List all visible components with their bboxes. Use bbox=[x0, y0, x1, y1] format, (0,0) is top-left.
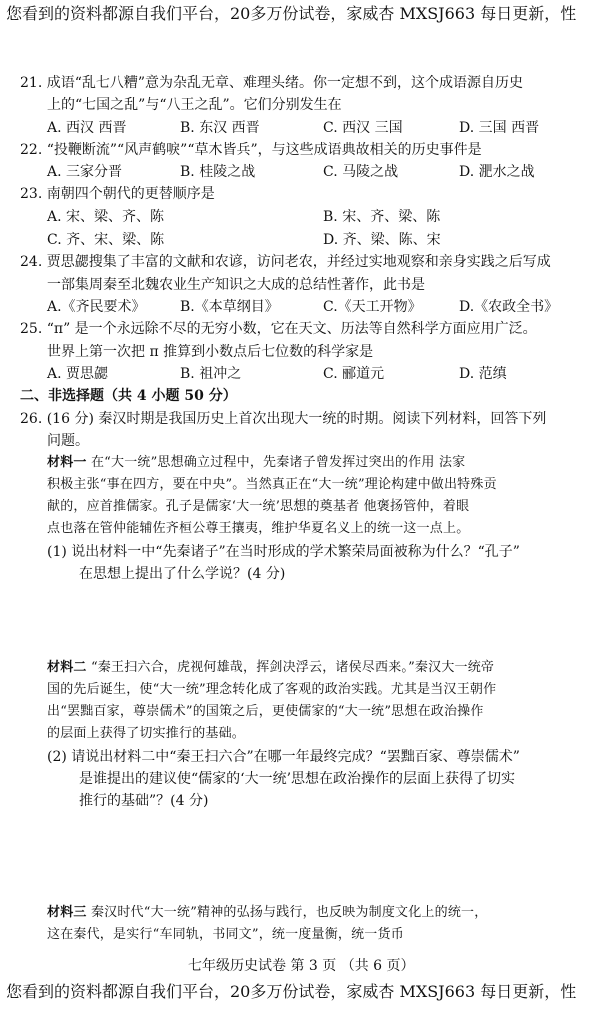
material1-line4: 点也落在管仲能辅佐齐桓公尊王攘夷，维护华夏名义上的统一这一点上。 bbox=[47, 521, 470, 536]
q25-option-c: C. 郦道元 bbox=[323, 366, 385, 382]
answer-space-2 bbox=[47, 815, 597, 895]
material2-line4: 的层面上获得了切实推行的基础。 bbox=[47, 726, 246, 741]
q25-option-b: B. 祖冲之 bbox=[180, 366, 242, 382]
q26-stem-line1: 26. (16 分) 秦汉时期是我国历史上首次出现大一统的时期。阅读下列材料，回答下列 bbox=[20, 411, 547, 427]
q24-option-c: C.《天工开物》 bbox=[323, 299, 422, 315]
material1-line2: 积极主张“事在四方，要在中央”。当然真正在“大一统”理论构建中做出特殊贡 bbox=[47, 477, 497, 492]
material2-text1: “秦王扫六合，虎视何雄哉，挥剑决浮云，诸侯尽西来。”秦汉大一统帝 bbox=[86, 660, 495, 675]
material3-line1 bbox=[47, 904, 487, 922]
q23-option-c: C. 齐、宋、梁、陈 bbox=[47, 232, 165, 248]
q22-stem: 22. “投鞭断流”“风声鹤唳”“草木皆兵”，与这些成语典故相关的历史事件是 bbox=[20, 142, 482, 158]
material2-line3: 出“罢黜百家，尊崇儒术”的国策之后，更使儒家的“大一统”思想在政治操作 bbox=[47, 704, 484, 719]
material3-line2: 这在秦代，是实行“车同轨，书同文”，统一度量衡，统一货币 bbox=[47, 927, 404, 942]
q26-stem-line2: 问题。 bbox=[47, 433, 89, 449]
q23-stem: 23. 南朝四个朝代的更替顺序是 bbox=[20, 186, 215, 202]
q24-stem-line1: 24. 贾思勰搜集了丰富的文献和农谚，访问老农，并经过实地观察和亲身实践之后写成 bbox=[20, 254, 551, 270]
material3-text1: 秦汉时代“大一统”精神的弘扬与践行，也反映为制度文化上的统一， bbox=[86, 905, 488, 920]
q23-option-a: A. 宋、梁、齐、陈 bbox=[47, 209, 165, 225]
q22-option-d: D. 淝水之战 bbox=[459, 164, 535, 180]
material2-line1 bbox=[47, 659, 494, 677]
sub-question1-line2: 在思想上提出了什么学说？(4 分) bbox=[79, 566, 286, 582]
q24-stem-line2: 一部集周秦至北魏农业生产知识之大成的总结性著作，此书是 bbox=[47, 277, 425, 293]
material3-label: 材料三 bbox=[47, 905, 87, 920]
top-banner: 您看到的资料都源自我们平台，20多万份试卷，家威杏 MXSJ663 每日更新，性 bbox=[6, 4, 577, 23]
q25-stem-line1: 25. “π” 是一个永远除不尽的无穷小数，它在天文、历法等自然科学方面应用广泛。 bbox=[20, 321, 537, 337]
q22-option-c: C. 马陵之战 bbox=[323, 164, 399, 180]
q22-option-a: A. 三家分晋 bbox=[47, 164, 123, 180]
q21-option-c: C. 西汉 三国 bbox=[323, 120, 403, 136]
sub-question2-line1: (2) 请说出材料二中“秦王扫六合”在哪一年最终完成？“罢黜百家、尊崇儒术” bbox=[47, 749, 520, 765]
material1-text1: 在“大一统”思想确立过程中，先秦诸子曾发挥过突出的作用 法家 bbox=[86, 455, 466, 470]
q22-option-b: B. 桂陵之战 bbox=[180, 164, 256, 180]
q21-option-d: D. 三国 西晋 bbox=[459, 120, 540, 136]
sub-question1-line1: (1) 说出材料一中“先秦诸子”在当时形成的学术繁荣局面被称为什么？“孔子” bbox=[47, 544, 520, 560]
material2-label: 材料二 bbox=[47, 660, 87, 675]
material1-line1 bbox=[47, 454, 465, 472]
q25-option-a: A. 贾思勰 bbox=[47, 366, 109, 382]
material2-line2: 国的先后诞生，使“大一统”理念转化成了客观的政治实践。尤其是当汉王朝作 bbox=[47, 682, 497, 697]
q21-option-b: B. 东汉 西晋 bbox=[180, 120, 260, 136]
q25-option-d: D. 范缜 bbox=[459, 366, 507, 382]
section-heading: 二、非选择题（共 4 小题 50 分） bbox=[20, 388, 237, 404]
q25-stem-line2: 世界上第一次把 π 推算到小数点后七位数的科学家是 bbox=[47, 344, 374, 360]
q23-option-d: D. 齐、梁、陈、宋 bbox=[323, 232, 441, 248]
q23-option-b: B. 宋、齐、梁、陈 bbox=[323, 209, 441, 225]
q24-option-a: A.《齐民要术》 bbox=[47, 299, 146, 315]
bottom-banner: 您看到的资料都源自我们平台，20多万份试卷，家威杏 MXSJ663 每日更新，性 bbox=[6, 982, 577, 1001]
page-footer: 七年级历史试卷 第 3 页 （共 6 页） bbox=[188, 958, 415, 974]
q21-stem-line1: 21. 成语“乱七八糟”意为杂乱无章、难理头绪。你一定想不到，这个成语源自历史 bbox=[20, 75, 524, 91]
q24-option-d: D.《农政全书》 bbox=[459, 299, 559, 315]
q21-option-a: A. 西汉 西晋 bbox=[47, 120, 127, 136]
material1-label: 材料一 bbox=[47, 455, 87, 470]
material1-line3: 献的，应首推儒家。孔子是儒家‘大一统’思想的奠基者 他褒扬管仲，着眼 bbox=[47, 499, 470, 514]
sub-question2-line2: 是谁提出的建议使“儒家的‘大一统’思想在政治操作的层面上获得了切实 bbox=[79, 771, 516, 787]
q21-stem-line2: 上的“七国之乱”与“八王之乱”。它们分别发生在 bbox=[47, 97, 342, 113]
q24-option-b: B.《本草纲目》 bbox=[180, 299, 279, 315]
sub-question2-line3: 推行的基础”？(4 分) bbox=[79, 793, 209, 809]
answer-space-1 bbox=[47, 590, 597, 650]
